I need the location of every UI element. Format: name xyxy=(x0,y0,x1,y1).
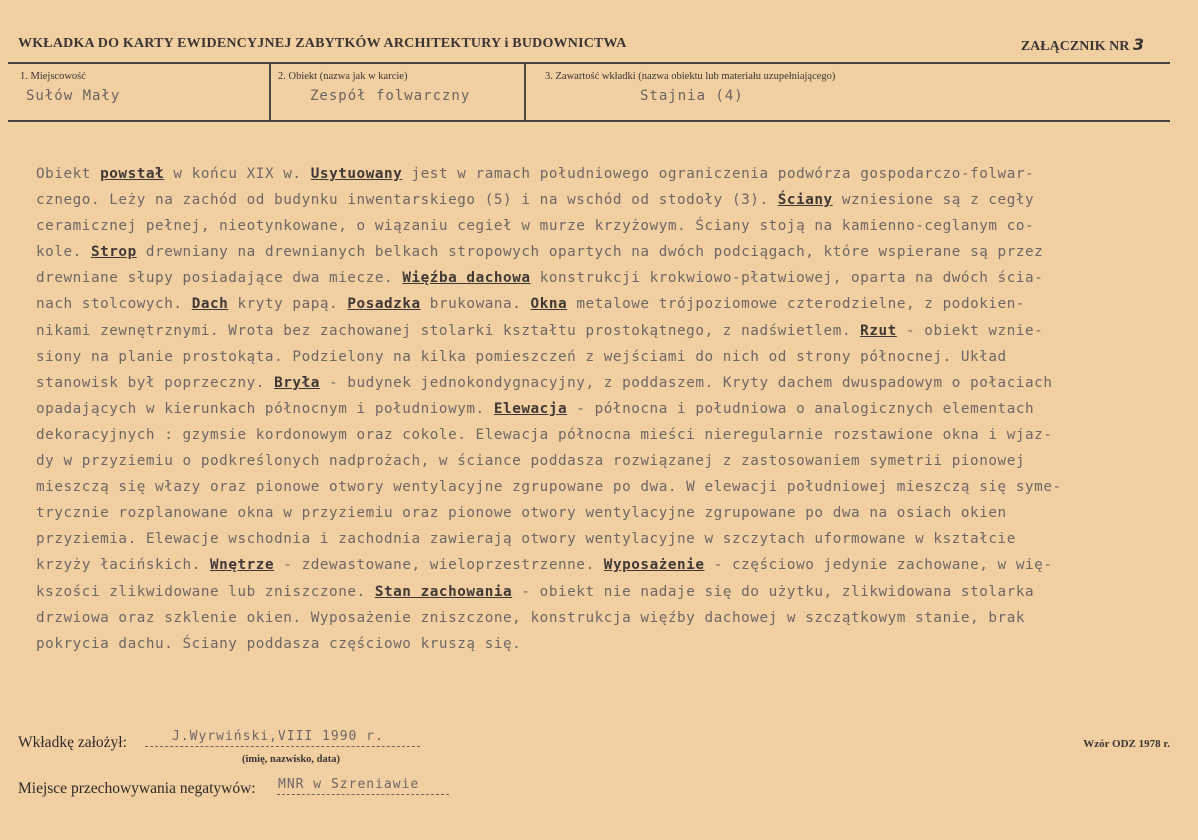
description-line xyxy=(36,239,1156,265)
section-keyword: Więźba dachowa xyxy=(402,270,531,287)
annex-number: 3 xyxy=(1132,35,1144,54)
description-text-segment: pokrycia dachu. Ściany poddasza częściowo kruszą się. xyxy=(36,635,522,652)
annex-label-text: ZAŁĄCZNIK NR xyxy=(1020,39,1130,54)
description-line xyxy=(36,396,1156,422)
description-text-segment: brukowana. xyxy=(420,296,531,313)
field-contents-label: 3. Zawartość wkładki (nazwa obiektu lub materiału uzupełniającego) xyxy=(545,71,836,82)
form-title: WKŁADKA DO KARTY EWIDENCYJNEJ ZABYTKÓW ARCHITEKTURY i BUDOWNICTWA xyxy=(18,36,627,51)
description-text-segment: konstrukcji krokwiowo-płatwiowej, oparta na dwóch ścia- xyxy=(530,270,1044,287)
form-template-id: Wzór ODZ 1978 r. xyxy=(1083,738,1170,750)
description-text-segment: ceramicznej pełnej, nieotynkowane, o wiązaniu cegieł w murze krzyżowym. Ściany stoją na kamienno-ceglanym co- xyxy=(36,218,1035,235)
description-text-segment: w końcu XIX w. xyxy=(164,166,311,182)
description-text-segment: cznego. Leży na zachód od budynku inwentarskiego (5) i na wschód od stodoły (3). xyxy=(36,192,778,209)
description-text-segment: - budynek jednokondygnacyjny, z poddaszem. Kryty dachem dwuspadowym o połaciach xyxy=(319,374,1053,391)
description-line xyxy=(36,526,1156,552)
field-location-value: Sułów Mały xyxy=(26,88,121,104)
description-line xyxy=(36,161,1156,187)
description-line xyxy=(36,605,1156,631)
description-text xyxy=(36,161,1156,657)
founder-label: Wkładkę założył: xyxy=(18,734,127,751)
description-text-segment: Obiekt xyxy=(36,166,101,182)
storage-value: MNR w Szreniawie xyxy=(278,777,420,792)
description-text-segment: - zdewastowane, wieloprzestrzenne. xyxy=(274,557,604,574)
description-text-segment: siony na planie prostokąta. Podzielony na kilka pomieszczeń z wejściami do nich od strony północnej. Układ xyxy=(36,348,1007,365)
field-object-label: 2. Obiekt (nazwa jak w karcie) xyxy=(278,71,408,82)
description-text-segment: krzyży łacińskich. xyxy=(36,557,210,574)
storage-label: Miejsce przechowywania negatywów: xyxy=(18,780,256,797)
description-line xyxy=(36,370,1156,396)
description-text-segment: mieszczą się włazy oraz pionowe otwory wentylacyjne zgrupowane po dwa. W elewacji południowej mieszczą się syme- xyxy=(36,479,1062,496)
section-keyword: Usytuowany xyxy=(310,166,403,182)
description-line xyxy=(36,422,1156,448)
header-divider-bottom xyxy=(8,120,1170,122)
section-keyword: Rzut xyxy=(860,322,897,339)
description-line xyxy=(36,631,1156,657)
description-text-segment: jest w ramach południowego ograniczenia podwórza gospodarczo-folwar- xyxy=(402,166,1035,182)
founder-line xyxy=(145,746,420,747)
section-keyword: Ściany xyxy=(777,192,833,209)
section-keyword: Wnętrze xyxy=(210,557,275,574)
description-text-segment: przyziemia. Elewacje wschodnia i zachodnia zawierają otwory wentylacyjne w szczytach uformowane w kształcie xyxy=(36,531,1016,548)
description-text-segment: dekoracyjnych : gzymsie kordonowym oraz cokole. Elewacja północna mieści nieregularnie rozstawione okna i wjaz- xyxy=(36,426,1053,443)
annex-label xyxy=(1021,35,1144,55)
description-text-segment: drewniany na drewnianych belkach stropowych opartych na dwóch podciągach, które wspierane są przez xyxy=(136,244,1044,261)
description-text-segment: kole. xyxy=(36,244,91,261)
description-line xyxy=(36,500,1156,526)
description-text-segment: - północna i południowa o analogicznych elementach xyxy=(567,400,1035,417)
description-text-segment: kryty papą. xyxy=(228,296,348,313)
description-line xyxy=(36,291,1156,317)
description-text-segment: wzniesione są z cegły xyxy=(832,192,1035,209)
founder-value: J.Wyrwiński,VIII 1990 r. xyxy=(172,729,384,744)
description-text-segment: - częściowo jedynie zachowane, w wię- xyxy=(704,557,1053,574)
section-keyword: Bryła xyxy=(274,374,320,391)
section-keyword: Wyposażenie xyxy=(603,557,705,574)
description-text-segment: stanowisk był poprzeczny. xyxy=(36,374,275,391)
description-text-segment: - obiekt nie nadaje się do użytku, zlikwidowana stolarka xyxy=(512,583,1035,600)
description-line xyxy=(36,552,1156,578)
section-keyword: Okna xyxy=(530,296,568,313)
description-text-segment: trycznie rozplanowane okna w przyziemiu oraz pionowe otwory wentylacyjne zgrupowane po dwa na osiach okien xyxy=(36,505,1007,522)
section-keyword: Posadzka xyxy=(347,296,421,313)
description-line xyxy=(36,187,1156,213)
description-text-segment: opadających w kierunkach północnym i południowym. xyxy=(36,400,494,417)
description-text-segment: dy w przyziemiu o podkreślonych nadprożach, w ściance poddasza rozwiązanej z zastosowaniem symetrii pionowej xyxy=(36,453,1026,470)
section-keyword: Dach xyxy=(191,296,229,313)
storage-line xyxy=(277,794,449,795)
description-text-segment: drewniane słupy posiadające dwa miecze. xyxy=(36,270,403,287)
description-text-segment: nikami zewnętrznymi. Wrota bez zachowanej stolarki kształtu prostokątnego, z nadświetlem. xyxy=(36,322,861,339)
section-keyword: powstał xyxy=(100,166,165,182)
field-divider-1 xyxy=(269,63,271,120)
description-line xyxy=(36,213,1156,239)
description-text-segment: drzwiowa oraz szklenie okien. Wyposażenie zniszczone, konstrukcja więźby dachowej w szczątkowym stanie, brak xyxy=(36,609,1026,626)
description-text-segment: - obiekt wznie- xyxy=(896,322,1044,339)
description-line xyxy=(36,579,1156,605)
field-divider-2 xyxy=(524,63,526,120)
section-keyword: Elewacja xyxy=(493,400,568,417)
founder-caption: (imię, nazwisko, data) xyxy=(242,754,340,765)
section-keyword: Strop xyxy=(90,244,137,261)
description-text-segment: kszości zlikwidowane lub zniszczone. xyxy=(36,583,375,600)
description-line xyxy=(36,344,1156,370)
description-line xyxy=(36,265,1156,291)
description-line xyxy=(36,318,1156,344)
field-location-label: 1. Miejscowość xyxy=(20,71,86,82)
description-line xyxy=(36,448,1156,474)
description-text-segment: nach stolcowych. xyxy=(36,296,192,313)
header-divider-top xyxy=(8,62,1170,64)
field-object-value: Zespół folwarczny xyxy=(310,88,471,104)
section-keyword: Stan zachowania xyxy=(374,583,513,600)
description-text-segment: metalowe trójpoziomowe czterodzielne, z podokien- xyxy=(567,296,1026,313)
description-line xyxy=(36,474,1156,500)
field-contents-value: Stajnia (4) xyxy=(640,88,744,104)
